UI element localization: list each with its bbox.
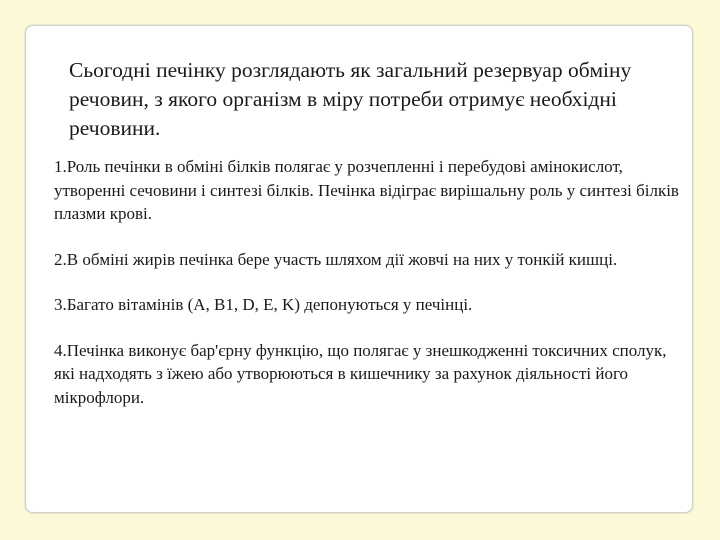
facts-list xyxy=(54,155,684,431)
content-card xyxy=(25,25,693,513)
list-item: 4.Печінка виконує бар'єрну функцію, що полягає у знешкодженні токсичних сполук, які надходять з їжею або утворюються в кишечнику за рахунок діяльності його мікрофлори. xyxy=(54,340,667,407)
list-item: 2.В обміні жирів печінка бере участь шляхом дії жовчі на них у тонкій кишці. xyxy=(54,249,618,269)
list-item: 3.Багато вітамінів (А, В1, D, E, K) депонуються у печінці. xyxy=(54,295,473,314)
intro-paragraph: Сьогодні печінку розглядають як загальний резервуар обміну речовин, з якого організм в міру потреби отримує необхідні речовини. xyxy=(69,58,632,140)
list-item: 1.Роль печінки в обміні білків полягає у розчепленні і перебудові амінокислот, утворенні сечовини і синтезі білків. Печінка відіграє вирішальну роль у синтезі білків плазми крові. xyxy=(54,157,679,223)
